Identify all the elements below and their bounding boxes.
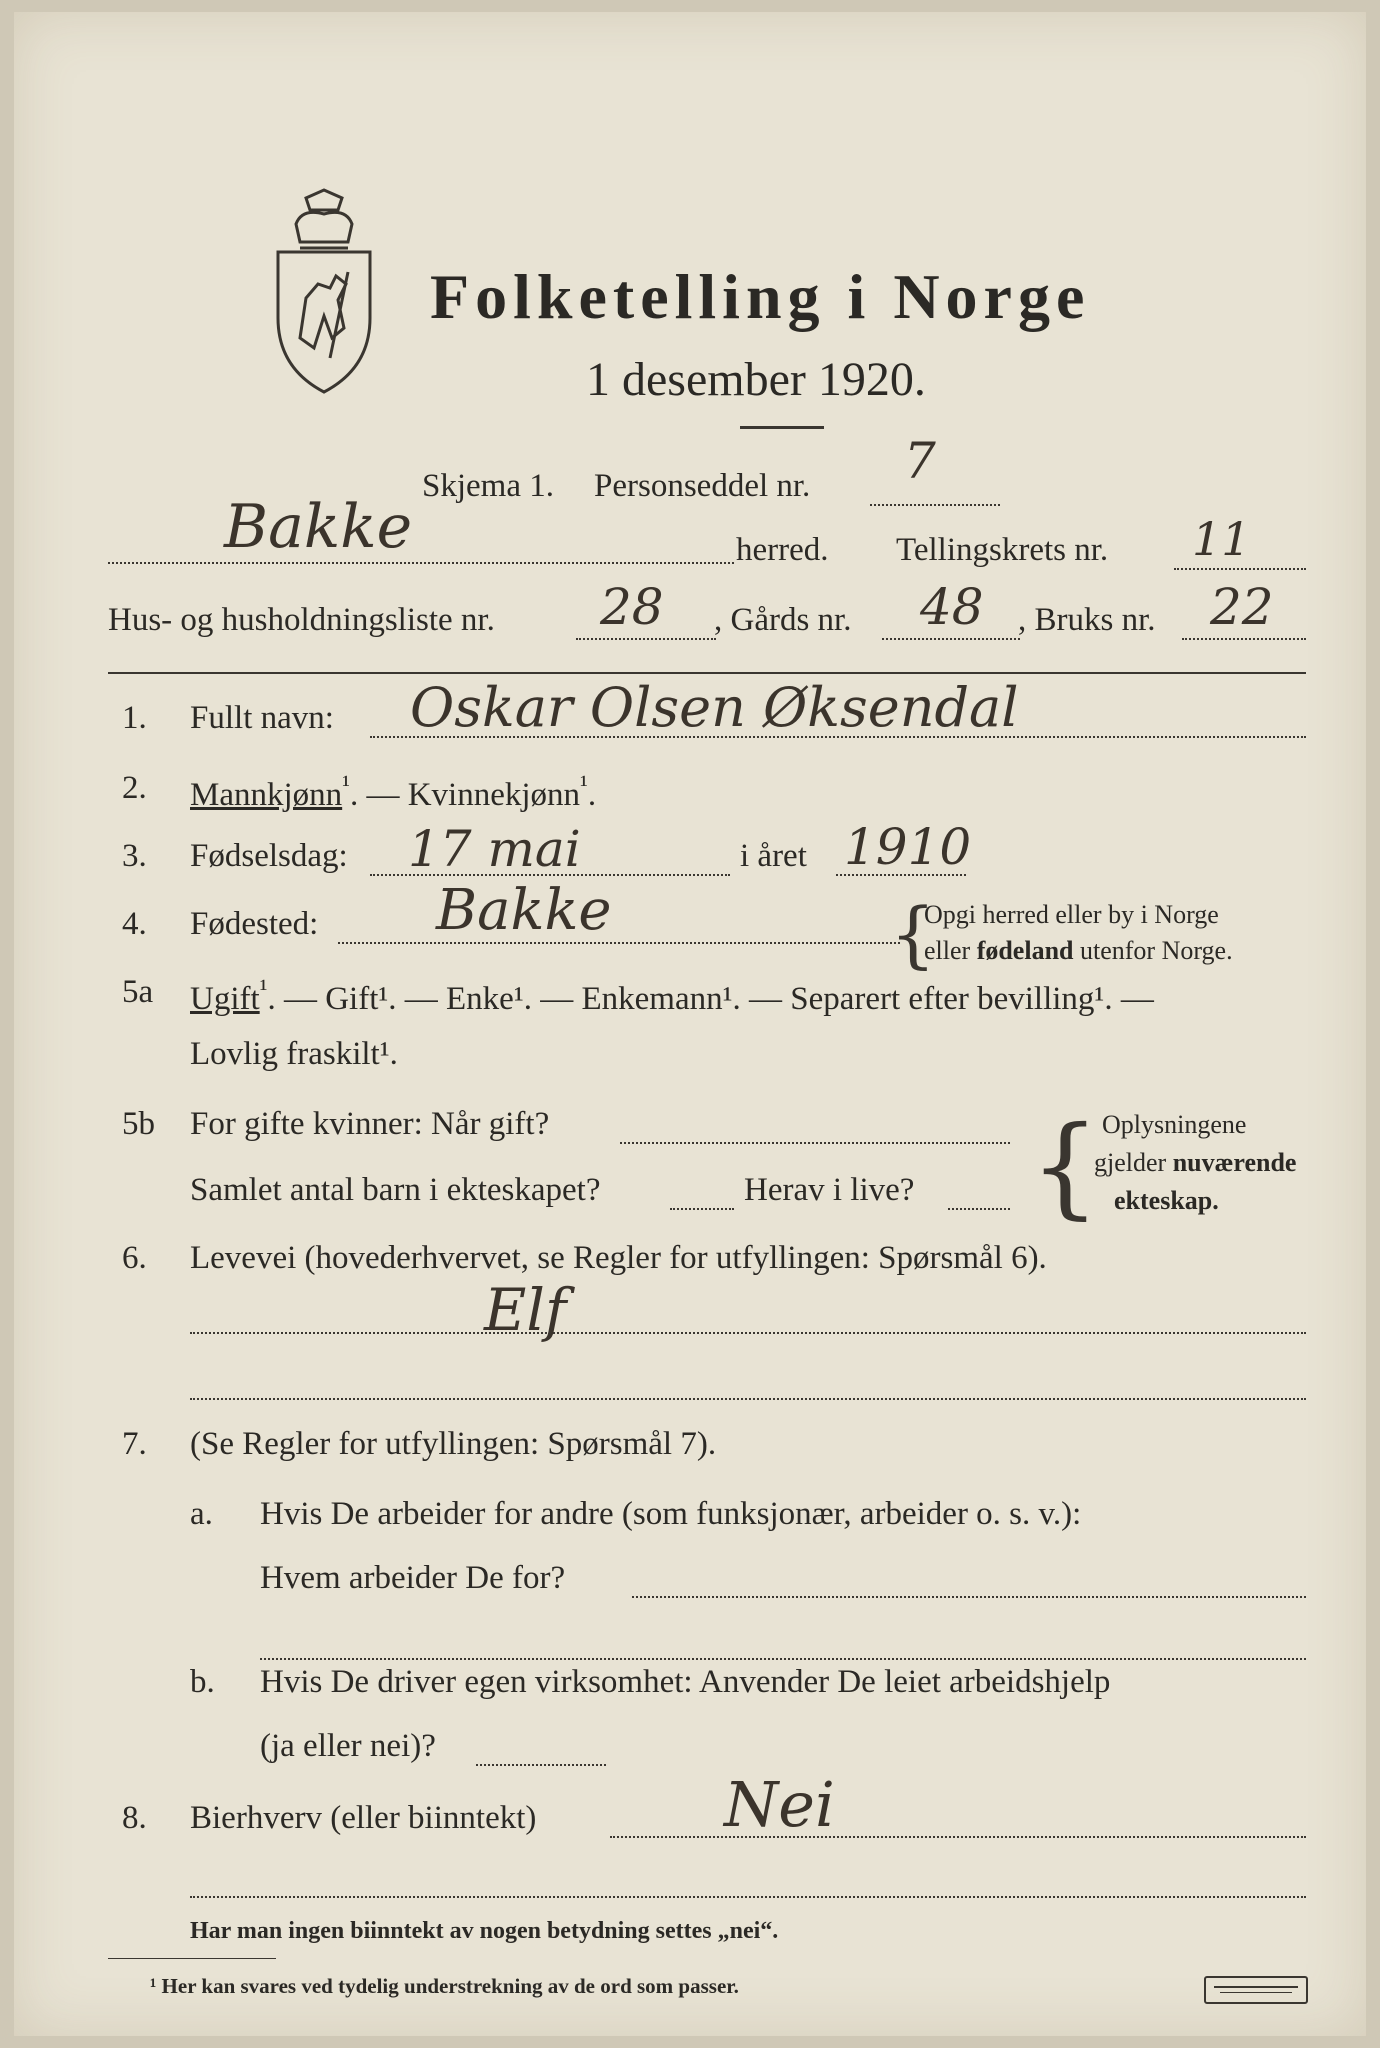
q5b-married-line bbox=[620, 1142, 1010, 1144]
q6-line1 bbox=[190, 1332, 1306, 1334]
q7a-label1: Hvis De arbeider for andre (som funksjonær, arbeider o. s. v.): bbox=[260, 1496, 1082, 1532]
q5b-note-line3: ekteskap. bbox=[1114, 1186, 1219, 1215]
q5b-note-line1: Oplysningene bbox=[1102, 1110, 1247, 1139]
gards-line bbox=[882, 638, 1020, 640]
personseddel-value: 7 bbox=[904, 432, 936, 490]
q5a-options-line2: Lovlig fraskilt¹. bbox=[190, 1036, 398, 1072]
q7b-letter: b. bbox=[190, 1664, 215, 1700]
q3-year-value: 1910 bbox=[844, 818, 972, 876]
q5b-label-married: For gifte kvinner: Når gift? bbox=[190, 1106, 550, 1142]
q7a-line2 bbox=[260, 1658, 1306, 1660]
q3-value: 17 mai bbox=[408, 820, 581, 878]
husliste-value: 28 bbox=[600, 578, 664, 636]
q7b-label1: Hvis De driver egen virksomhet: Anvender De leiet arbeidshjelp bbox=[260, 1664, 1111, 1700]
herred-line bbox=[108, 562, 734, 564]
footnote-divider bbox=[108, 1958, 276, 1959]
census-form-page: Folketelling i Norge 1 desember 1920. Skjema 1. Personseddel nr. 7 Bakke herred. Tellingskrets nr. 11 Hus- og husholdningsliste nr. 28 , Gårds nr. 48 , Bruks nr. 22 1. Fullt navn: Oskar Olsen Øksendal 2. Mannkjønn$^{^1}$. — Kvinnekjønn$^{^1}$. 3. Fødselsdag: 17 mai i året 1910 4. Fødested: Bakke { Opgi herred eller by i Norge eller fødeland utenfor Norge. 5a Ugift$^{^1}$. — Gift¹. — Enke¹. — Enkemann¹. — Separert efter bevilling¹. — Lovlig fraskilt¹. 5b For gifte kvinner: Når gift? Samlet antal barn i ekteskapet? Herav i live? { Oplysningene gjelder nuværende ekteskap. 6. Levevei (hovederhvervet, se Regler for utfyllingen: Spørsmål 6). Elf 7. (Se Regler for utfyllingen: Spørsmål 7). a. Hvis De arbeider for andre (som funksjonær, arbeider o. s. v.): Hvem arbeider De for? b. Hvis De driver egen virksomhet: Anvender De leiet arbeidshjelp (ja eller nei)? 8. Bierhverv (eller biinntekt) Nei Har man ingen biinntekt av nogen betydning settes „nei“. ¹ Her kan svares ved tydelig understrekning av de ord som passer. bbox=[14, 12, 1366, 2036]
q6-value: Elf bbox=[484, 1276, 567, 1344]
q8-line2 bbox=[190, 1896, 1306, 1898]
gards-label: , Gårds nr. bbox=[714, 602, 852, 638]
personseddel-label: Personseddel nr. bbox=[594, 468, 811, 504]
husliste-label: Hus- og husholdningsliste nr. bbox=[108, 602, 495, 638]
q5b-number: 5b bbox=[122, 1106, 155, 1142]
q6-label: Levevei (hovederhvervet, se Regler for utfyllingen: Spørsmål 6). bbox=[190, 1240, 1047, 1276]
q7-label: (Se Regler for utfyllingen: Spørsmål 7). bbox=[190, 1426, 717, 1462]
q4-note-line1: Opgi herred eller by i Norge bbox=[924, 900, 1219, 929]
husliste-line bbox=[576, 638, 716, 640]
census-date: 1 desember 1920. bbox=[586, 353, 926, 406]
q8-label: Bierhverv (eller biinntekt) bbox=[190, 1800, 537, 1836]
q5a-ugift: Ugift bbox=[190, 981, 260, 1017]
gards-value: 48 bbox=[920, 578, 984, 636]
q5b-alive-line bbox=[948, 1208, 1010, 1210]
header-divider bbox=[108, 672, 1306, 674]
q5b-note-line2: gjelder nuværende bbox=[1094, 1148, 1297, 1177]
q4-number: 4. bbox=[122, 906, 147, 942]
q3-label: Fødselsdag: bbox=[190, 838, 348, 874]
q4-note-line2: eller fødeland utenfor Norge. bbox=[924, 936, 1233, 965]
q6-line2 bbox=[190, 1398, 1306, 1400]
q8-value: Nei bbox=[724, 1768, 835, 1841]
tellingskrets-value: 11 bbox=[1192, 512, 1251, 566]
personseddel-line bbox=[870, 504, 1000, 506]
coat-of-arms-icon bbox=[266, 188, 382, 398]
q5b-label-children: Samlet antal barn i ekteskapet? bbox=[190, 1172, 601, 1208]
title-divider bbox=[740, 426, 824, 429]
tellingskrets-line bbox=[1174, 568, 1306, 570]
bruks-label: , Bruks nr. bbox=[1018, 602, 1156, 638]
herred-label: herred. bbox=[736, 532, 829, 568]
bruks-value: 22 bbox=[1210, 578, 1274, 636]
bruks-line bbox=[1182, 638, 1306, 640]
q4-value: Bakke bbox=[436, 878, 612, 943]
q5a-number: 5a bbox=[122, 974, 154, 1010]
q7-number: 7. bbox=[122, 1426, 147, 1462]
page-title: Folketelling i Norge bbox=[430, 261, 1091, 332]
q3-year-label: i året bbox=[740, 838, 807, 874]
tellingskrets-label: Tellingskrets nr. bbox=[896, 532, 1109, 568]
q2-number: 2. bbox=[122, 770, 147, 806]
q4-label: Fødested: bbox=[190, 906, 319, 942]
q7a-label2: Hvem arbeider De for? bbox=[260, 1560, 566, 1596]
q7b-line bbox=[476, 1764, 606, 1766]
q8-line1 bbox=[610, 1836, 1306, 1838]
q4-line bbox=[338, 942, 900, 944]
q2-options: Mannkjønn$^{^1}$. — Kvinnekjønn$^{^1}$. bbox=[190, 770, 597, 813]
herred-value: Bakke bbox=[224, 492, 413, 562]
q7a-letter: a. bbox=[190, 1496, 213, 1532]
biinntekt-note: Har man ingen biinntekt av nogen betydning settes „nei“. bbox=[190, 1918, 779, 1944]
q6-number: 6. bbox=[122, 1240, 147, 1276]
q5b-label-alive: Herav i live? bbox=[744, 1172, 915, 1208]
q7a-line1 bbox=[632, 1596, 1306, 1598]
q1-number: 1. bbox=[122, 700, 147, 736]
skjema-label: Skjema 1. bbox=[422, 468, 554, 504]
q3-number: 3. bbox=[122, 838, 147, 874]
q2-male: Mannkjønn bbox=[190, 777, 343, 813]
q5b-children-line bbox=[670, 1208, 734, 1210]
q7b-label2: (ja eller nei)? bbox=[260, 1728, 436, 1764]
printer-stamp-icon bbox=[1204, 1976, 1308, 2004]
footnote: ¹ Her kan svares ved tydelig understrekning av de ord som passer. bbox=[150, 1974, 739, 1998]
q1-value: Oskar Olsen Øksendal bbox=[410, 676, 1019, 739]
q5a-options: Ugift$^{^1}$. — Gift¹. — Enke¹. — Enkemann¹. — Separert efter bevilling¹. — bbox=[190, 974, 1154, 1017]
q1-label: Fullt navn: bbox=[190, 700, 334, 736]
q8-number: 8. bbox=[122, 1800, 147, 1836]
q2-female: Kvinnekjønn bbox=[407, 777, 581, 813]
